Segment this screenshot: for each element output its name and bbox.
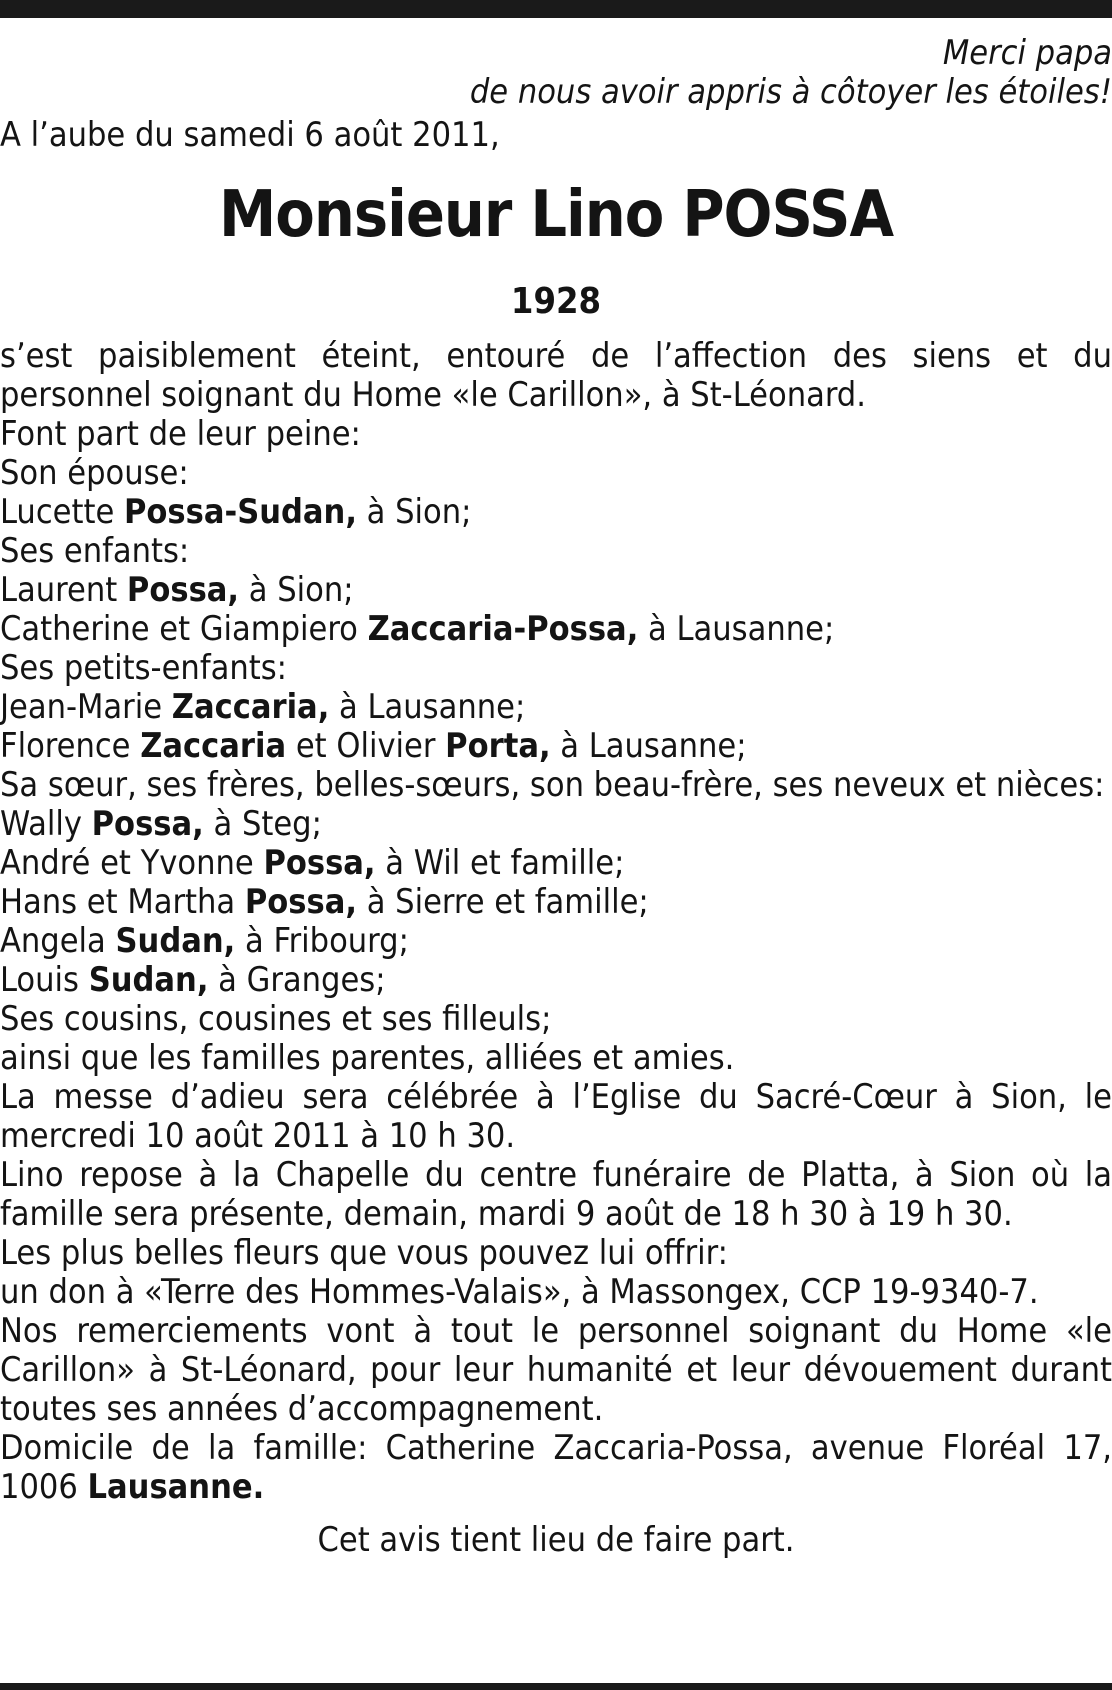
family-member [0,571,1112,610]
mass-paragraph: La messe d’adieu sera célébrée à l’Eglise du Sacré-Cœur à Sion, le mercredi 10 août 2011 à 10 h 30. [0,1077,1112,1156]
family-member [0,922,1112,961]
place: à Steg; [213,804,322,844]
intro-line: A l’aube du samedi 6 août 2011, [0,115,500,155]
thanks-paragraph: Nos remerciements vont à tout le personnel soignant du Home «le Carillon» à St-Léonard, pour leur humanité et leur dévouement durant toutes ses années d’accompagnement. [0,1311,1112,1429]
surname: Possa-Sudan, [124,492,357,532]
surname: Porta, [445,726,551,766]
place: à Sierre et famille; [366,882,649,922]
family-member [0,493,1112,532]
place: à Sion; [366,492,472,532]
family-member [0,727,1112,766]
epigraph-line-1: Merci papa [942,33,1112,73]
spouse-heading: Son épouse: [0,453,189,493]
place: à Sion; [248,570,354,610]
given-name: Lucette [0,492,115,532]
surname: Possa, [91,804,204,844]
cousins-line: Ses cousins, cousines et ses filleuls; [0,999,552,1039]
bottom-rule [0,1683,1112,1690]
donation-line: un don à «Terre des Hommes-Valais», à Massongex, CCP 19-9340-7. [0,1272,1039,1312]
given-name: Louis [0,960,79,1000]
closing-line: Cet avis tient lieu de faire part. [317,1520,795,1560]
family-member [0,883,1112,922]
surname: Possa, [244,882,357,922]
family-member [0,844,1112,883]
place: à Granges; [218,960,386,1000]
surname: Sudan, [115,921,236,961]
given-name: Wally [0,804,82,844]
place: à Lausanne; [648,609,835,649]
place: à Lausanne; [339,687,526,727]
surname: Sudan, [88,960,209,1000]
obituary-notice [0,34,1112,1560]
surname: Zaccaria [140,726,287,766]
passing-paragraph: s’est paisiblement éteint, entouré de l’affection des siens et du personnel soignant du Home «le Carillon», à St-Léonard. [0,336,1112,415]
repose-paragraph: Lino repose à la Chapelle du centre funéraire de Platta, à Sion où la famille sera présente, demain, mardi 9 août de 18 h 30 à 19 h 30. [0,1155,1112,1234]
top-rule [0,0,1112,18]
given-name: Hans et Martha [0,882,236,922]
given-name: Catherine et Giampiero [0,609,358,649]
domicile-address: Domicile de la famille: Catherine Zaccaria-Possa, avenue Floréal 17, 1006 [0,1428,1112,1507]
family-member [0,688,1112,727]
surname: Possa, [263,843,376,883]
children-heading: Ses enfants: [0,531,190,571]
family-member [0,610,1112,649]
given-name: Laurent [0,570,118,610]
epigraph [0,34,1112,112]
given-name: Jean-Marie [0,687,163,727]
family-member [0,805,1112,844]
given-name: André et Yvonne [0,843,254,883]
surname: Zaccaria, [171,687,330,727]
siblings-heading: Sa sœur, ses frères, belles-sœurs, son beau-frère, ses neveux et nièces: [0,765,1105,805]
given-name: Florence [0,726,131,766]
others-line: ainsi que les familles parentes, alliées et amies. [0,1038,735,1078]
grandchildren-heading: Ses petits-enfants: [0,648,287,688]
given-name: Angela [0,921,106,961]
announcement-line: Font part de leur peine: [0,414,361,454]
place: à Wil et famille; [385,843,625,883]
surname: Zaccaria-Possa, [367,609,639,649]
place: à Lausanne; [560,726,747,766]
surname: Possa, [126,570,240,610]
joiner: et Olivier [295,726,436,766]
birth-year: 1928 [510,281,602,322]
family-member [0,961,1112,1000]
place: à Fribourg; [245,921,409,961]
epigraph-line-2: de nous avoir appris à côtoyer les étoiles! [469,72,1112,112]
deceased-name: Monsieur Lino POSSA [218,178,894,252]
domicile-paragraph [0,1429,1112,1507]
notice-body [0,337,1112,1507]
donation-intro: Les plus belles fleurs que vous pouvez lui offrir: [0,1233,728,1273]
domicile-city: Lausanne. [87,1467,265,1507]
